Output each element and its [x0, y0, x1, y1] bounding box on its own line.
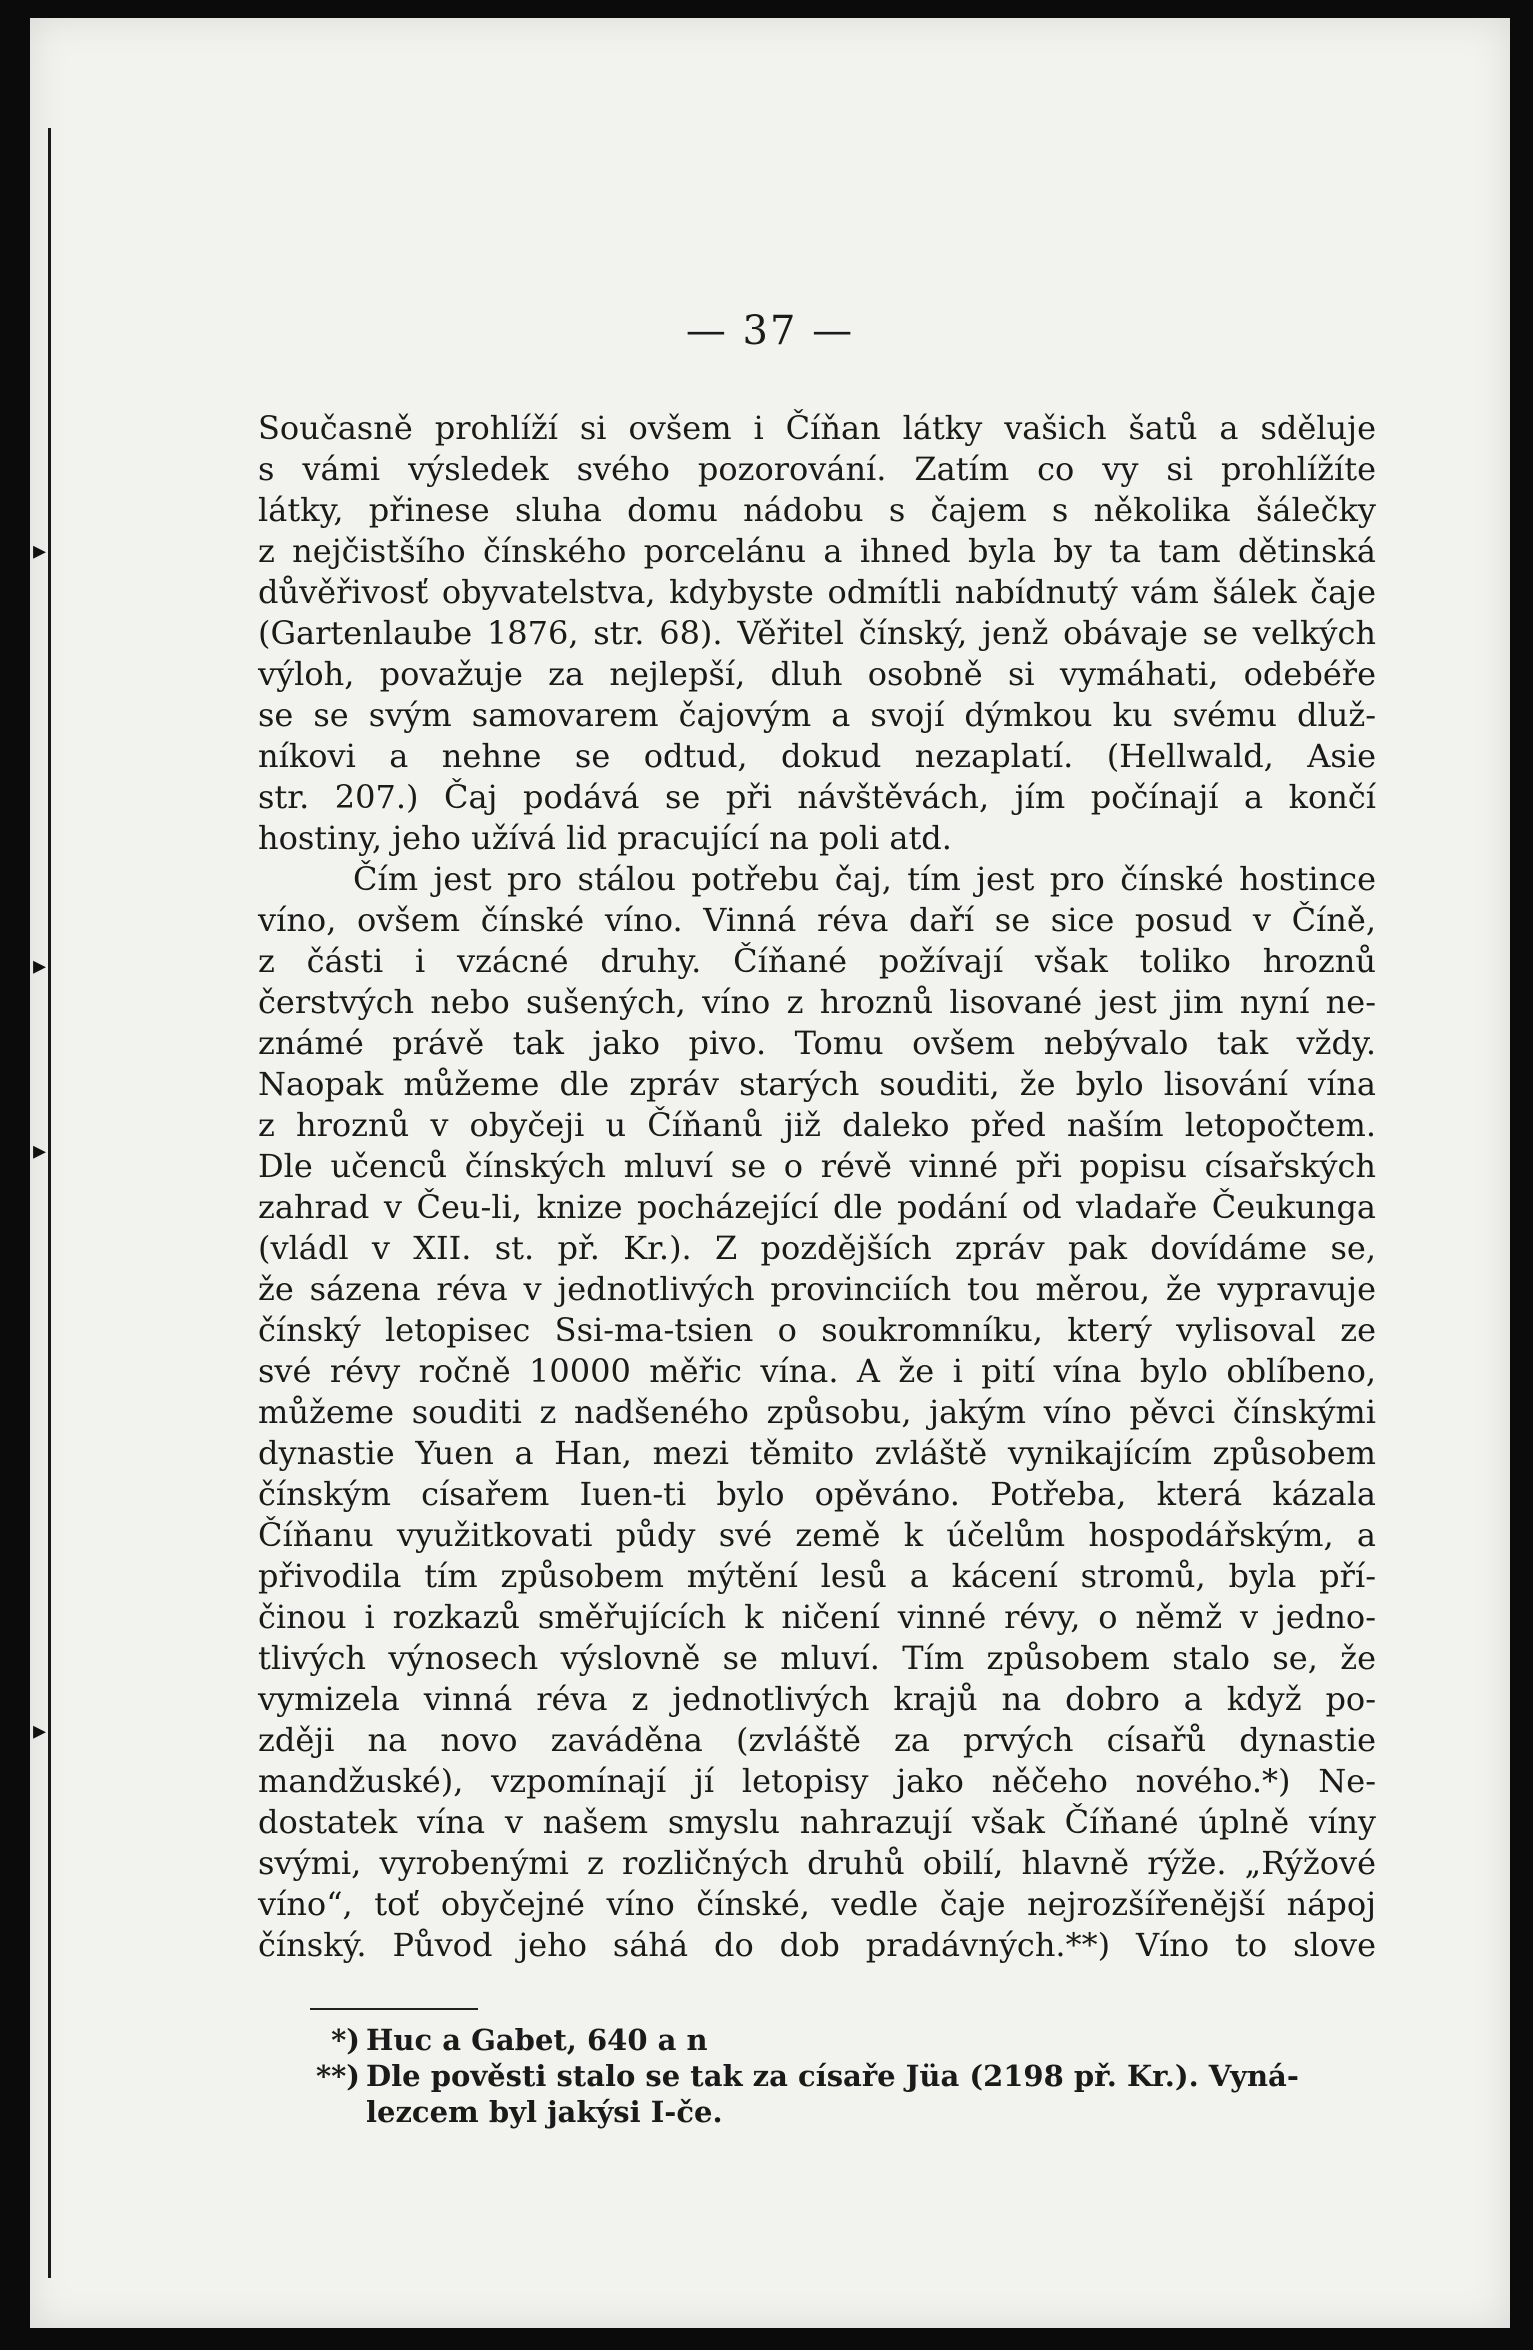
text-line: svými, vyrobenými z rozličných druhů obilí, hlavně rýže. „Rýžové: [258, 1844, 1376, 1882]
footnote-2: [314, 2058, 1376, 2094]
footnote-text: Dle pověsti stalo se tak za císaře Jüa (2198 př. Kr.). Vyná-: [366, 2059, 1299, 2093]
text-line: z hroznů v obyčeji u Číňanů již daleko před naším letopočtem.: [258, 1106, 1376, 1144]
text-line: Čím jest pro stálou potřebu čaj, tím jest pro čínské hostince: [353, 860, 1376, 898]
edge-mark: ▸: [33, 536, 47, 566]
text-line: zději na novo zaváděna (zvláště za prvých císařů dynastie: [258, 1721, 1376, 1759]
text-line: čínským císařem Iuen-ti bylo opěváno. Potřeba, která kázala: [258, 1475, 1376, 1513]
text-line: zahrad v Čeu-li, knize pocházející dle podání od vladaře Čeukunga: [258, 1188, 1376, 1226]
text-line: čínský. Původ jeho sáhá do dob pradávných.**) Víno to slove: [258, 1926, 1376, 1964]
text-line: čerstvých nebo sušených, víno z hroznů lisované jest jim nyní ne-: [258, 983, 1376, 1021]
text-line: se se svým samovarem čajovým a svojí dýmkou ku svému dluž-: [258, 696, 1376, 734]
text-line: víno, ovšem čínské víno. Vinná réva daří se sice posud v Číně,: [258, 901, 1376, 939]
footnote-marker: **): [315, 2059, 360, 2093]
text-line: Číňanu využitkovati půdy své země k účelům hospodářským, a: [258, 1516, 1376, 1554]
text-line: str. 207.) Čaj podává se při návštěvách, jím počínají a končí: [258, 778, 1376, 816]
text-line: tlivých výnosech výslovně se mluví. Tím způsobem stalo se, že: [258, 1639, 1376, 1677]
footnote-rule: [310, 2008, 478, 2010]
footnote-marker: *): [331, 2023, 360, 2057]
text-line: níkovi a nehne se odtud, dokud nezaplatí. (Hellwald, Asie: [258, 737, 1376, 775]
text-line: Naopak můžeme dle zpráv starých souditi, že bylo lisování vína: [258, 1065, 1376, 1103]
text-line: hostiny, jeho užívá lid pracující na poli atd.: [258, 819, 952, 857]
footnote-1: [314, 2022, 1376, 2058]
text-line: z části i vzácné druhy. Číňané požívají však toliko hroznů: [258, 942, 1376, 980]
text-line: s vámi výsledek svého pozorování. Zatím co vy si prohlížíte: [258, 450, 1376, 488]
footnote-2-continued: lezcem byl jakýsi I-če.: [366, 2095, 723, 2129]
footnotes: [314, 2022, 1376, 2130]
text-line: dynastie Yuen a Han, mezi těmito zvláště vynikajícím způsobem: [258, 1434, 1376, 1472]
edge-mark: ▸: [33, 951, 47, 981]
footnote-text: Huc a Gabet, 640 a n: [366, 2023, 708, 2057]
text-line: látky, přinese sluha domu nádobu s čajem s několika šálečky: [258, 491, 1376, 529]
text-line: důvěřivosť obyvatelstva, kdybyste odmítli nabídnutý vám šálek čaje: [258, 573, 1376, 611]
text-line: víno“, toť obyčejné víno čínské, vedle čaje nejrozšířenější nápoj: [258, 1885, 1376, 1923]
text-line: známé právě tak jako pivo. Tomu ovšem nebývalo tak vždy.: [258, 1024, 1376, 1062]
text-line: vymizela vinná réva z jednotlivých krajů na dobro a když po-: [258, 1680, 1376, 1718]
edge-mark: ▸: [33, 1716, 47, 1746]
text-line: činou i rozkazů směřujících k ničení vinné révy, o němž v jedno-: [258, 1598, 1376, 1636]
text-line: čínský letopisec Ssi-ma-tsien o soukromníku, který vylisoval ze: [258, 1311, 1376, 1349]
text-line: mandžuské), vzpomínají jí letopisy jako něčeho nového.*) Ne-: [258, 1762, 1376, 1800]
edge-mark: ▸: [33, 1136, 47, 1166]
text-line: z nejčistšího čínského porcelánu a ihned byla by ta tam dětinská: [258, 532, 1376, 570]
page-edge-line: [48, 128, 51, 2278]
text-line: můžeme souditi z nadšeného způsobu, jakým víno pěvci čínskými: [258, 1393, 1376, 1431]
text-line: přivodila tím způsobem mýtění lesů a kácení stromů, byla pří-: [258, 1557, 1376, 1595]
text-line: (Gartenlaube 1876, str. 68). Věřitel čínský, jenž obávaje se velkých: [258, 614, 1376, 652]
book-page: [30, 18, 1510, 2328]
text-line: že sázena réva v jednotlivých provinciích tou měrou, že vypravuje: [258, 1270, 1376, 1308]
text-line: výloh, považuje za nejlepší, dluh osobně si vymáhati, odebéře: [258, 655, 1376, 693]
text-line: Dle učenců čínských mluví se o révě vinné při popisu císařských: [258, 1147, 1376, 1185]
page-number: — 37 —: [685, 308, 855, 354]
body-text: [258, 408, 1376, 1966]
text-line: dostatek vína v našem smyslu nahrazují však Číňané úplně víny: [258, 1803, 1376, 1841]
text-line: (vládl v XII. st. př. Kr.). Z pozdějších zpráv pak dovídáme se,: [258, 1229, 1376, 1267]
text-line: Současně prohlíží si ovšem i Číňan látky vašich šatů a sděluje: [258, 409, 1376, 447]
text-line: své révy ročně 10000 měřic vína. A že i pití vína bylo oblíbeno,: [258, 1352, 1376, 1390]
